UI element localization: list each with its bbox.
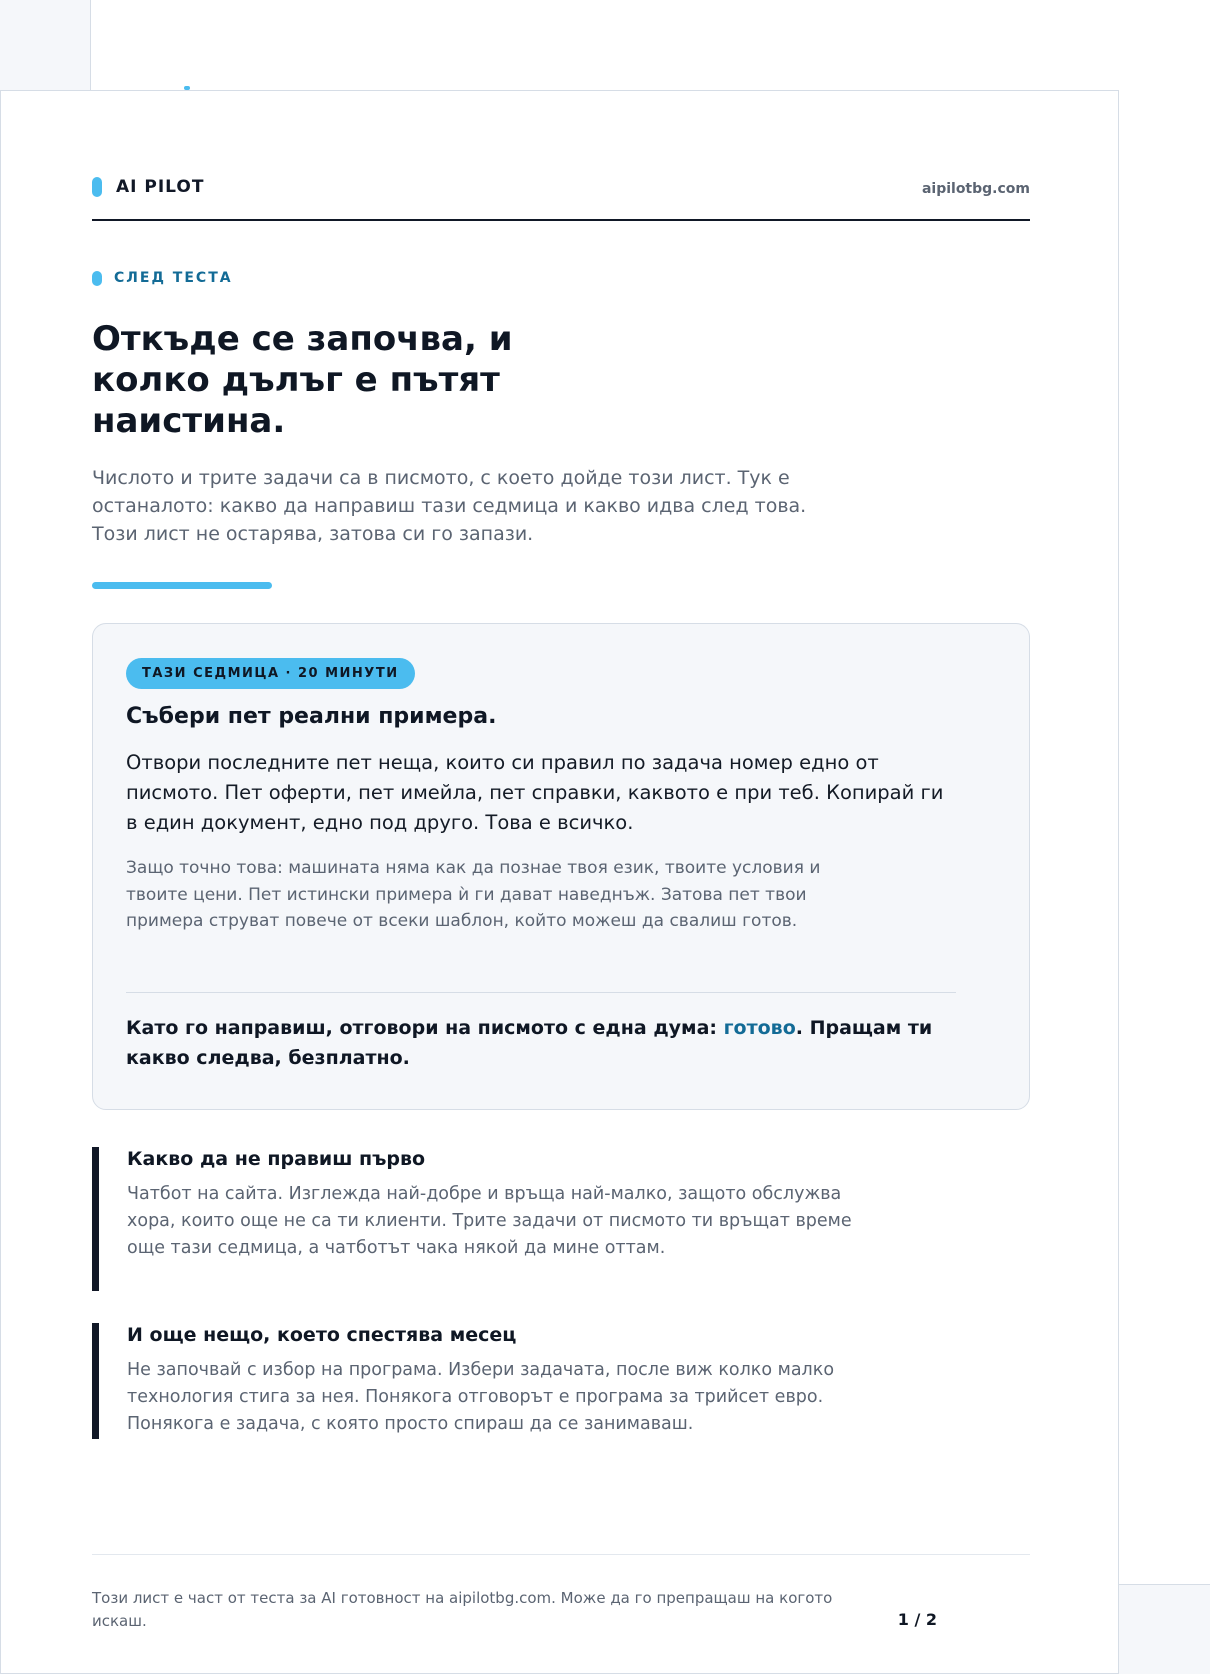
page-number: 1 / 2: [897, 1610, 937, 1629]
brand: [92, 177, 204, 197]
task-cta: [126, 1013, 956, 1073]
footer-note: Този лист е част от теста за AI готовност на aipilotbg.com. Може да го препращаш на когото искаш.: [92, 1589, 833, 1630]
eyebrow-mark-icon: [92, 271, 102, 286]
week-badge: ТАЗИ СЕДМИЦА · 20 МИНУТИ: [126, 658, 415, 689]
intro-paragraph: Числото и трите задачи са в писмото, с което дойде този лист. Тук е останалото: какво да направиш тази седмица и какво идва след това. Този лист не остарява, затова си го запази.: [92, 467, 807, 545]
page-title: Откъде се започва, и колко дълъг е пътят наистина.: [92, 319, 513, 441]
task-note: Защо точно това: машината няма как да познае твоя език, твоите условия и твоите цени. Пет истински примера ѝ ги дават наведнъж. Затова пет твои примера струват повече от всеки шаблон, който можеш да свалиш готов.: [126, 858, 821, 931]
cta-keyword: готово: [723, 1017, 796, 1039]
section-eyebrow: [92, 270, 233, 286]
page-header: [92, 177, 1030, 221]
brand-name: AI PILOT: [116, 177, 205, 197]
callout-text: Чатбот на сайта. Изглежда най-добре и връща най-малко, защото обслужва хора, които още не са ти клиенти. Трите задачи от писмото ти връщат време още тази седмица, а чатботът чака някой да мине оттам.: [127, 1184, 852, 1258]
footer-divider: [92, 1554, 1030, 1555]
cta-text-start: Като го направиш, отговори на писмото с една дума:: [126, 1017, 724, 1039]
document-page: [0, 90, 1119, 1674]
eyebrow-label: СЛЕД ТЕСТА: [114, 270, 233, 286]
accent-divider: [92, 582, 272, 589]
callout-dont-do-first: [92, 1147, 852, 1291]
brand-mark-icon: [92, 177, 102, 197]
callout-title: И още нещо, което спестява месец: [127, 1324, 517, 1346]
task-title: Събери пет реални примера.: [126, 704, 497, 729]
task-body: Отвори последните пет неща, които си правил по задача номер едно от писмото. Пет оферти, пет имейла, пет справки, каквото е при теб. Копирай ги в един документ, едно под друго. Това е всичко.: [126, 751, 944, 834]
callout-text: Не започвай с избор на програма. Избери задачата, после виж колко малко технология стига за нея. Понякога отговорът е програма за трийсет евро. Понякога е задача, с която просто спираш да се занимаваш.: [127, 1360, 835, 1434]
callout-title: Какво да не правиш първо: [127, 1148, 426, 1170]
cta-text-end: . Пращам ти какво следва, безплатно.: [126, 1017, 933, 1069]
callout-saves-month: [92, 1323, 852, 1439]
task-card: [92, 623, 1030, 1110]
card-divider: [126, 992, 956, 993]
site-domain[interactable]: aipilotbg.com: [921, 181, 1030, 197]
